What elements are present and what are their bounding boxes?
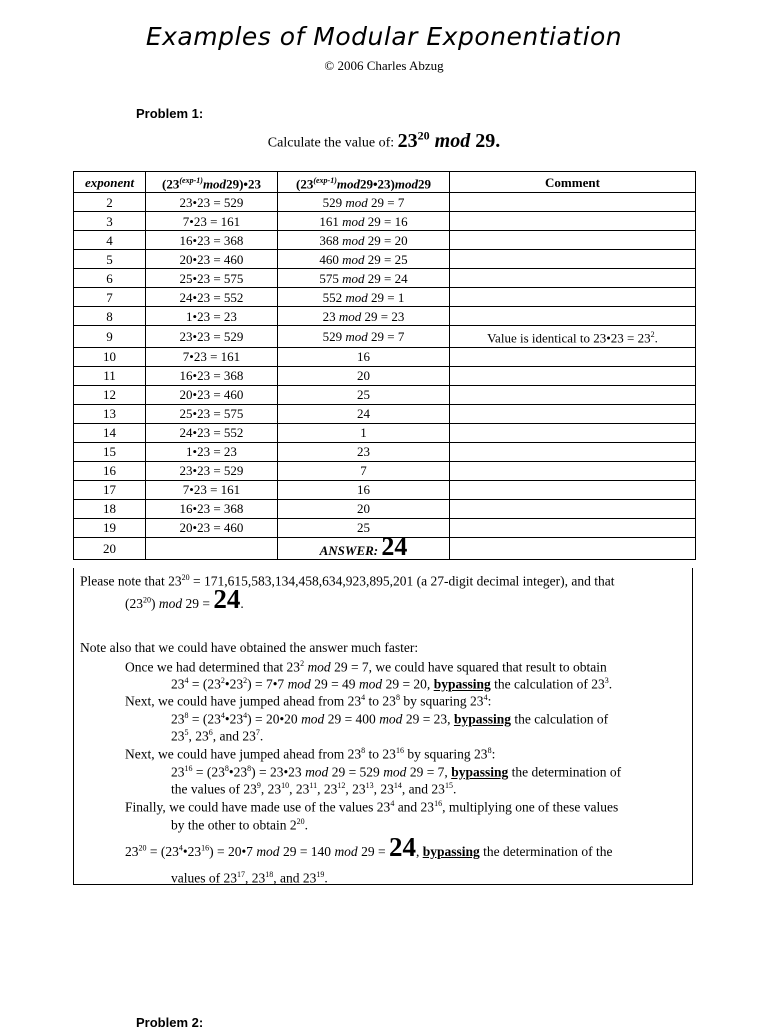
cell-exponent: 13 — [74, 404, 146, 423]
cell-modulus: 23 — [278, 442, 450, 461]
cell-modulus: 23 mod 29 = 23 — [278, 307, 450, 326]
calc-prefix: Calculate the value of: — [267, 135, 395, 151]
cell-product — [146, 537, 278, 559]
cell-product: 25•23 = 575 — [146, 404, 278, 423]
cell-product: 24•23 = 552 — [146, 288, 278, 307]
cell-comment — [450, 212, 696, 231]
cell-exponent: 10 — [74, 347, 146, 366]
cell-comment — [450, 404, 696, 423]
note-step-4b: by the other to obtain $2^{20}$. — [171, 817, 308, 833]
cell-modulus: 20 — [278, 366, 450, 385]
cell-comment — [450, 269, 696, 288]
cell-modulus: 368 mod 29 = 20 — [278, 231, 450, 250]
note-step-3b: $23^{16}$ = $(23^8•23^8)$ = 23•23 mod 29 = 529 mod 29 = 7, bypassing the determination of — [171, 764, 622, 780]
cell-modulus: 529 mod 29 = 7 — [278, 326, 450, 347]
table-row — [74, 326, 696, 347]
cell-exponent: 15 — [74, 442, 146, 461]
answer-cell: ANSWER: 24 — [278, 537, 450, 559]
page-title: Examples of Modular Exponentiation — [145, 22, 623, 51]
problem-1-statement — [0, 128, 768, 153]
cell-modulus: 552 mod 29 = 1 — [278, 288, 450, 307]
cell-modulus: 25 — [278, 518, 450, 537]
cell-exponent: 12 — [74, 385, 146, 404]
cell-product: 7•23 = 161 — [146, 480, 278, 499]
cell-product: 16•23 = 368 — [146, 366, 278, 385]
table-row — [74, 269, 696, 288]
cell-exponent: 7 — [74, 288, 146, 307]
note-step-1: Once we had determined that $23^2$ mod 29 = 7, we could have squared that result to obtain — [125, 659, 607, 675]
note-step-2: Next, we could have jumped ahead from $23^4$ to $23^8$ by squaring $23^4$: — [125, 693, 492, 709]
cell-modulus: 460 mod 29 = 25 — [278, 250, 450, 269]
cell-modulus: 20 — [278, 499, 450, 518]
table-row — [74, 423, 696, 442]
cell-modulus: 16 — [278, 347, 450, 366]
header-comment: Comment — [450, 172, 696, 193]
header-product: $(23^{(exp-1)}mod29)•23$ — [146, 172, 278, 193]
cell-comment — [450, 423, 696, 442]
cell-product: 7•23 = 161 — [146, 347, 278, 366]
cell-product: 1•23 = 23 — [146, 307, 278, 326]
table-row — [74, 385, 696, 404]
answer-row — [74, 537, 696, 559]
cell-comment — [450, 288, 696, 307]
notes-box — [73, 568, 693, 885]
cell-comment — [450, 461, 696, 480]
note-step-1b: $23^4$ = $(23^2•23^2)$ = 7•7 mod 29 = 49 mod 29 = 20, bypassing the calculation of $23^3$. — [171, 676, 613, 692]
problem-2-label: Problem 2: — [136, 1015, 204, 1030]
problem-1-label: Problem 1: — [136, 106, 204, 121]
table-row — [74, 288, 696, 307]
cell-product: 23•23 = 529 — [146, 326, 278, 347]
cell-comment — [450, 442, 696, 461]
copyright-line: © 2006 Charles Abzug — [324, 58, 444, 73]
cell-comment — [450, 231, 696, 250]
note-mod-result: $(23^{20})$ mod 29 = 24. — [125, 584, 244, 614]
note-step-4: Finally, we could have made use of the values $23^4$ and $23^{16}$, multiplying one of these values — [125, 799, 619, 815]
cell-comment — [450, 499, 696, 518]
cell-comment — [450, 193, 696, 212]
note-final-result-b: values of $23^{17}$, $23^{18}$, and $23^{19}$. — [171, 870, 328, 886]
table-row — [74, 461, 696, 480]
table-row — [74, 499, 696, 518]
cell-comment — [450, 307, 696, 326]
cell-exponent: 16 — [74, 461, 146, 480]
table-row — [74, 404, 696, 423]
cell-exponent: 5 — [74, 250, 146, 269]
cell-exponent: 18 — [74, 499, 146, 518]
cell-comment — [450, 480, 696, 499]
note-final-result: $23^{20}$ = $(23^4•23^{16})$ = 20•7 mod 29 = 140 mod 29 = 24, bypassing the determination of the — [125, 832, 613, 862]
cell-product: 20•23 = 460 — [146, 518, 278, 537]
cell-exponent: 11 — [74, 366, 146, 385]
cell-exponent: 14 — [74, 423, 146, 442]
cell-modulus: 1 — [278, 423, 450, 442]
cell-exponent: 17 — [74, 480, 146, 499]
table-row — [74, 366, 696, 385]
cell-product: 1•23 = 23 — [146, 442, 278, 461]
cell-modulus: 7 — [278, 461, 450, 480]
cell-exponent: 3 — [74, 212, 146, 231]
table-header-row — [74, 172, 696, 193]
cell-product: 24•23 = 552 — [146, 423, 278, 442]
cell-exponent: 4 — [74, 231, 146, 250]
table-row — [74, 250, 696, 269]
cell-exponent: 8 — [74, 307, 146, 326]
cell-product: 25•23 = 575 — [146, 269, 278, 288]
cell-exponent: 2 — [74, 193, 146, 212]
note-factorial-value: Please note that $23^{20} = 171,615,583,134,458,634,923,895,201$ (a 27-digit decimal integer), and that — [80, 573, 615, 589]
cell-exponent: 20 — [74, 537, 146, 559]
note-step-3c: the values of $23^9$, $23^{10}$, $23^{11}$, $23^{12}$, $23^{13}$, $23^{14}$, and $23^{15}$. — [171, 781, 457, 797]
cell-exponent: 9 — [74, 326, 146, 347]
cell-product: 16•23 = 368 — [146, 499, 278, 518]
cell-comment — [450, 347, 696, 366]
cell-comment — [450, 518, 696, 537]
cell-comment: Value is identical to 23•23 = $23^2$. — [450, 326, 696, 347]
cell-exponent: 6 — [74, 269, 146, 288]
note-faster-intro: Note also that we could have obtained the answer much faster: — [80, 640, 419, 655]
header-exponent: exponent — [74, 172, 146, 193]
cell-product: 20•23 = 460 — [146, 250, 278, 269]
table-row — [74, 347, 696, 366]
cell-comment — [450, 385, 696, 404]
header-modulus: $(23^{(exp-1)}mod29•23)mod29$ — [278, 172, 450, 193]
cell-comment — [450, 366, 696, 385]
table-row — [74, 480, 696, 499]
cell-modulus: 24 — [278, 404, 450, 423]
note-step-2b: $23^8$ = $(23^4•23^4)$ = 20•20 mod 29 = 400 mod 29 = 23, bypassing the calculation of — [171, 711, 609, 727]
cell-modulus: 575 mod 29 = 24 — [278, 269, 450, 288]
cell-product: 23•23 = 529 — [146, 461, 278, 480]
table-row — [74, 442, 696, 461]
cell-product: 16•23 = 368 — [146, 231, 278, 250]
cell-modulus: 529 mod 29 = 7 — [278, 193, 450, 212]
table-body — [74, 193, 696, 559]
cell-product: 23•23 = 529 — [146, 193, 278, 212]
cell-modulus: 161 mod 29 = 16 — [278, 212, 450, 231]
table-row — [74, 212, 696, 231]
cell-product: 7•23 = 161 — [146, 212, 278, 231]
cell-product: 20•23 = 460 — [146, 385, 278, 404]
table-row — [74, 231, 696, 250]
calc-expression: $23^{20}$ mod 29. — [397, 128, 501, 152]
exponentiation-table — [73, 171, 696, 560]
table-row — [74, 193, 696, 212]
cell-comment — [450, 250, 696, 269]
cell-exponent: 19 — [74, 518, 146, 537]
table-row — [74, 307, 696, 326]
table-row — [74, 518, 696, 537]
cell-modulus: 16 — [278, 480, 450, 499]
note-step-3: Next, we could have jumped ahead from $23^8$ to $23^{16}$ by squaring $23^8$: — [125, 746, 496, 762]
cell-modulus: 25 — [278, 385, 450, 404]
note-step-2c: $23^5$, $23^6$, and $23^7$. — [171, 728, 264, 744]
cell-comment — [450, 537, 696, 559]
